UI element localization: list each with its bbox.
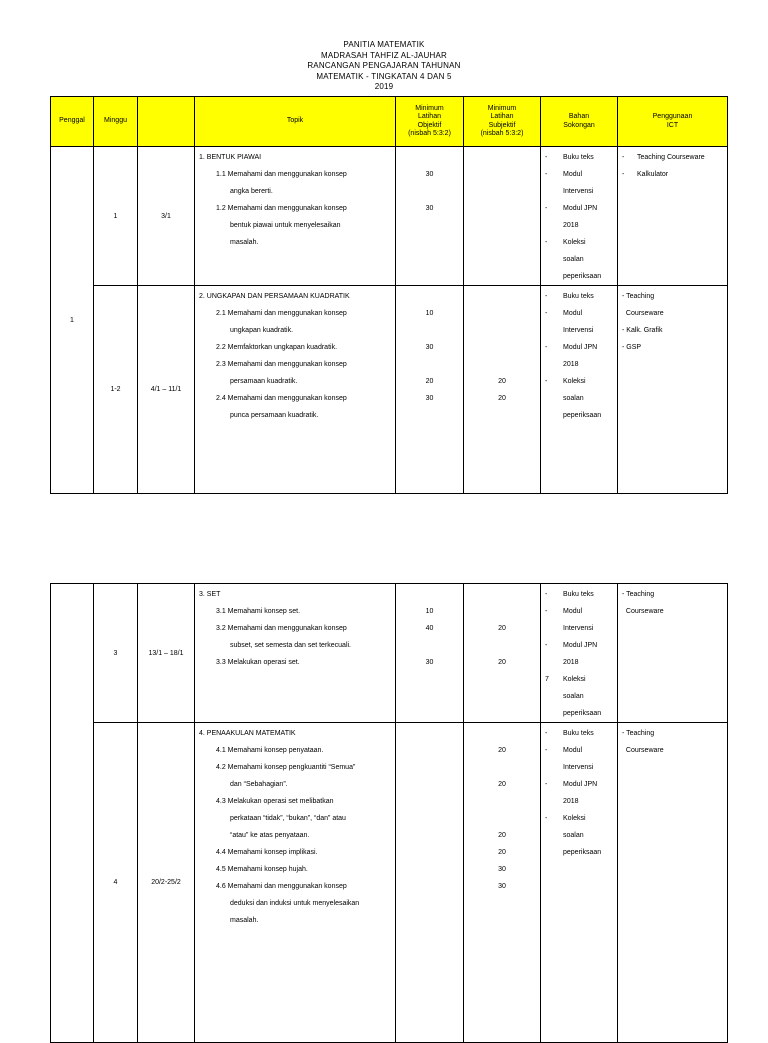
subjektif-cell [464, 584, 541, 723]
bahan-item [545, 654, 615, 671]
topic-line: punca persamaan kuadratik. [230, 412, 319, 419]
topic-title: 3. SET [199, 591, 221, 598]
subjektif-value [464, 603, 540, 620]
subjektif-value: 20 [498, 849, 506, 856]
objektif-value [396, 793, 463, 810]
col-tarikh [138, 97, 195, 147]
bullet-dash: - [545, 815, 548, 822]
bahan-text: Koleksi [563, 815, 586, 822]
subjektif-value [464, 895, 540, 912]
bullet-dash: - [545, 205, 548, 212]
ict-item [622, 149, 725, 166]
bahan-item [545, 620, 615, 637]
bahan-item [545, 288, 615, 305]
bahan-text: 2018 [563, 798, 579, 805]
table-row [51, 723, 728, 1043]
bahan-text: Buku teks [563, 154, 594, 161]
plan-table-page1 [50, 96, 728, 494]
bullet-dash: - [545, 154, 548, 161]
objektif-value [396, 810, 463, 827]
objektif-value: 30 [425, 395, 434, 402]
tarikh-cell: 4/1 – 11/1 [138, 286, 195, 494]
bullet-dash: - [545, 608, 548, 615]
bullet-dash: - [545, 171, 548, 178]
objektif-value [396, 759, 463, 776]
minggu-cell: 1 [94, 147, 138, 286]
bahan-item [545, 603, 615, 620]
bullet-dash: - [545, 344, 548, 351]
bahan-text: 2018 [563, 659, 579, 666]
bahan-item [545, 268, 615, 285]
subjektif-value [464, 793, 540, 810]
topic-title: 4. PENAAKULAN MATEMATIK [199, 730, 296, 737]
topic-title: 1. BENTUK PIAWAI [199, 154, 262, 161]
topic-line: 4.4 Memahami konsep implikasi. [216, 849, 318, 856]
bahan-text: Intervensi [563, 188, 594, 195]
objektif-value: 10 [425, 310, 434, 317]
ict-text: Courseware [622, 310, 664, 317]
bahan-text: peperiksaan [563, 710, 602, 717]
minggu-cell: 1-2 [94, 286, 138, 494]
subjektif-value [464, 339, 540, 356]
topic-line: perkataan “tidak”, “bukan”, “dan” atau [230, 815, 346, 822]
ict-item [622, 603, 725, 620]
topic-line: persamaan kuadratik. [230, 378, 298, 385]
bahan-text: Modul [563, 608, 583, 615]
topic-line: 1.2 Memahami dan menggunakan konsep [216, 205, 347, 212]
bullet-dash: - [622, 171, 625, 178]
bahan-item [545, 149, 615, 166]
objektif-value [396, 234, 463, 251]
header-subject: MATEMATIK - TINGKATAN 4 DAN 5 [316, 71, 452, 81]
bullet-dash: - [545, 747, 548, 754]
topic-line: ungkapan kuadratik. [230, 327, 294, 334]
subjektif-cell [464, 286, 541, 494]
table-row [51, 584, 728, 723]
topic-line: dan “Sebahagian”. [230, 781, 288, 788]
objektif-value: 30 [425, 659, 434, 666]
subjektif-value: 30 [498, 866, 506, 873]
bahan-item [545, 793, 615, 810]
col-minggu: Minggu [94, 97, 138, 147]
ict-text: Courseware [622, 608, 664, 615]
subjektif-value: 20 [498, 659, 506, 666]
topic-line: 3.1 Memahami konsep set. [216, 608, 301, 615]
tarikh-cell: 13/1 – 18/1 [138, 584, 195, 723]
bahan-text: peperiksaan [563, 273, 602, 280]
topic-line: masalah. [230, 917, 259, 924]
topic-line: 4.3 Melakukan operasi set melibatkan [216, 798, 334, 805]
bahan-item [545, 827, 615, 844]
bahan-item [545, 742, 615, 759]
ict-item [622, 725, 725, 742]
plan-table-page2 [50, 583, 728, 1043]
bahan-text: 2018 [563, 222, 579, 229]
topic-line: angka bererti. [230, 188, 273, 195]
header-year: 2019 [374, 82, 394, 91]
col-ict: Penggunaan ICT [618, 97, 728, 147]
bahan-item [545, 759, 615, 776]
bahan-item [545, 234, 615, 251]
bahan-text: Modul JPN [563, 344, 598, 351]
objektif-value: 30 [425, 344, 434, 351]
bullet-dash: - [545, 591, 548, 598]
bahan-text: soalan [563, 693, 584, 700]
objektif-value [396, 895, 463, 912]
subjektif-value [464, 912, 540, 929]
objektif-cell [396, 723, 464, 1043]
tarikh-cell: 20/2-25/2 [138, 723, 195, 1043]
topic-line: 1.1 Memahami dan menggunakan konsep [216, 171, 347, 178]
bahan-text: soalan [563, 395, 584, 402]
bahan-item [545, 217, 615, 234]
bullet-dash: - [545, 239, 548, 246]
topik-cell [195, 584, 396, 723]
ict-item [622, 339, 725, 356]
bahan-text: Intervensi [563, 764, 594, 771]
document-header [0, 40, 768, 93]
bahan-cell [541, 286, 618, 494]
topik-cell [195, 147, 396, 286]
col-penggal: Penggal [51, 97, 94, 147]
bahan-item [545, 586, 615, 603]
ict-text: Kalkulator [637, 171, 669, 178]
objektif-spacer [396, 288, 463, 305]
bahan-cell [541, 723, 618, 1043]
topic-line: 4.1 Memahami konsep penyataan. [216, 747, 324, 754]
ict-text: - Teaching [622, 730, 655, 737]
bahan-text: peperiksaan [563, 412, 602, 419]
subjektif-value [464, 200, 540, 217]
topic-line: 4.5 Memahami konsep hujah. [216, 866, 308, 873]
topic-title: 2. UNGKAPAN DAN PERSAMAAN KUADRATIK [199, 293, 350, 300]
subjektif-value [464, 217, 540, 234]
objektif-value [396, 183, 463, 200]
objektif-value [396, 878, 463, 895]
objektif-spacer [396, 725, 463, 742]
penggal-cell [51, 584, 94, 1043]
bahan-item [545, 390, 615, 407]
subjektif-value: 20 [498, 378, 506, 385]
bahan-item [545, 688, 615, 705]
topic-line: 4.2 Memahami konsep pengkuantiti “Semua” [216, 764, 356, 771]
ict-cell [618, 147, 728, 286]
bahan-item [545, 322, 615, 339]
objektif-value: 40 [425, 625, 434, 632]
bahan-text: Intervensi [563, 327, 594, 334]
bahan-item [545, 637, 615, 654]
col-objektif: Minimum Latihan Objektif (nisbah 5:3:2) [396, 97, 464, 147]
bahan-cell [541, 147, 618, 286]
ict-item [622, 322, 725, 339]
objektif-value [396, 742, 463, 759]
topic-line: masalah. [230, 239, 259, 246]
ict-text: - Teaching [622, 591, 655, 598]
topik-cell [195, 723, 396, 1043]
bahan-item [545, 183, 615, 200]
topic-line: “atau” ke atas penyataan. [230, 832, 310, 839]
ict-text: Teaching Courseware [637, 154, 705, 161]
topic-line: deduksi dan induksi untuk menyelesaikan [230, 900, 360, 907]
bahan-text: Buku teks [563, 730, 594, 737]
objektif-value [396, 407, 463, 424]
objektif-value [396, 912, 463, 929]
header-panitia: PANITIA MATEMATIK [343, 40, 425, 49]
bullet-dash: - [545, 781, 548, 788]
bahan-text: peperiksaan [563, 849, 602, 856]
topic-line: 2.3 Memahami dan menggunakan konsep [216, 361, 347, 368]
bullet-dash: - [545, 730, 548, 737]
topic-line: bentuk piawai untuk menyelesaikan [230, 222, 341, 229]
subjektif-spacer [464, 149, 540, 166]
table-row [51, 286, 728, 494]
bahan-item [545, 373, 615, 390]
bahan-item [545, 200, 615, 217]
bahan-item [545, 339, 615, 356]
subjektif-value: 20 [498, 832, 506, 839]
col-subjektif: Minimum Latihan Subjektif (nisbah 5:3:2) [464, 97, 541, 147]
subjektif-spacer [464, 725, 540, 742]
bullet-dash: - [545, 293, 548, 300]
subjektif-value: 20 [498, 747, 506, 754]
ict-text: Courseware [622, 747, 664, 754]
objektif-value [396, 356, 463, 373]
bahan-text: Intervensi [563, 625, 594, 632]
ict-item [622, 305, 725, 322]
subjektif-cell [464, 723, 541, 1043]
ict-cell [618, 723, 728, 1043]
bahan-item [545, 776, 615, 793]
subjektif-value [464, 356, 540, 373]
bahan-text: Modul [563, 747, 583, 754]
subjektif-value: 20 [498, 395, 506, 402]
bahan-text: 2018 [563, 361, 579, 368]
objektif-value: 30 [425, 171, 434, 178]
bahan-text: Koleksi [563, 239, 586, 246]
ict-text: - Kalk. Grafik [622, 327, 663, 334]
bahan-cell [541, 584, 618, 723]
bullet-dash: - [545, 310, 548, 317]
bahan-text: Buku teks [563, 293, 594, 300]
subjektif-value: 30 [498, 883, 506, 890]
subjektif-value [464, 183, 540, 200]
bahan-item [545, 844, 615, 861]
bahan-item [545, 810, 615, 827]
bahan-text: Modul JPN [563, 205, 598, 212]
objektif-value [396, 861, 463, 878]
bullet-dash: - [622, 154, 625, 161]
bahan-item [545, 166, 615, 183]
subjektif-spacer [464, 288, 540, 305]
objektif-spacer [396, 586, 463, 603]
objektif-value: 30 [425, 205, 434, 212]
table-header-row [51, 97, 728, 147]
col-topik: Topik [195, 97, 396, 147]
subjektif-value [464, 759, 540, 776]
subjektif-value [464, 234, 540, 251]
objektif-value [396, 776, 463, 793]
bahan-item [545, 407, 615, 424]
objektif-cell [396, 147, 464, 286]
topic-line: 3.3 Melakukan operasi set. [216, 659, 300, 666]
bahan-item [545, 251, 615, 268]
ict-cell [618, 584, 728, 723]
subjektif-value [464, 305, 540, 322]
bullet-dash: - [545, 378, 548, 385]
objektif-value [396, 322, 463, 339]
ict-text: - GSP [622, 344, 642, 351]
table-row [51, 147, 728, 286]
bahan-text: Modul [563, 310, 583, 317]
topic-line: 2.2 Memfaktorkan ungkapan kuadratik. [216, 344, 338, 351]
objektif-value [396, 217, 463, 234]
bahan-text: Buku teks [563, 591, 594, 598]
topic-line: 3.2 Memahami dan menggunakan konsep [216, 625, 347, 632]
bahan-item [545, 356, 615, 373]
objektif-value [396, 637, 463, 654]
subjektif-value [464, 810, 540, 827]
ict-item [622, 288, 725, 305]
tarikh-cell: 3/1 [138, 147, 195, 286]
topic-line: 2.1 Memahami dan menggunakan konsep [216, 310, 347, 317]
header-school: MADRASAH TAHFIZ AL-JAUHAR [320, 50, 448, 60]
bahan-text: soalan [563, 832, 584, 839]
ict-item [622, 166, 725, 183]
topic-line: 2.4 Memahami dan menggunakan konsep [216, 395, 347, 402]
bahan-item [545, 725, 615, 742]
ict-item [622, 586, 725, 603]
bahan-item [545, 671, 615, 688]
subjektif-value: 20 [498, 625, 506, 632]
bahan-item [545, 705, 615, 722]
topic-line: subset, set semesta dan set terkecuali. [230, 642, 352, 649]
objektif-value [396, 827, 463, 844]
bahan-text: soalan [563, 256, 584, 263]
ict-item [622, 742, 725, 759]
topik-cell [195, 286, 396, 494]
objektif-value [396, 844, 463, 861]
col-bahan: Bahan Sokongan [541, 97, 618, 147]
bahan-text: Modul JPN [563, 642, 598, 649]
bahan-text: Modul [563, 171, 583, 178]
objektif-cell [396, 286, 464, 494]
header-plan-title: RANCANGAN PENGAJARAN TAHUNAN [307, 61, 461, 70]
ict-text: - Teaching [622, 293, 655, 300]
objektif-cell [396, 584, 464, 723]
bullet-dash: - [545, 642, 548, 649]
bahan-item [545, 305, 615, 322]
topic-line: 4.6 Memahami dan menggunakan konsep [216, 883, 347, 890]
bahan-text: Modul JPN [563, 781, 598, 788]
subjektif-value [464, 322, 540, 339]
subjektif-value [464, 166, 540, 183]
subjektif-value: 20 [498, 781, 506, 788]
subjektif-spacer [464, 586, 540, 603]
objektif-value: 20 [425, 378, 434, 385]
objektif-value: 10 [425, 608, 434, 615]
ict-cell [618, 286, 728, 494]
subjektif-value [464, 637, 540, 654]
bahan-text: Koleksi [563, 676, 586, 683]
bahan-text: Koleksi [563, 378, 586, 385]
subjektif-value [464, 407, 540, 424]
penggal-cell: 1 [51, 147, 94, 494]
bullet-dash: 7 [545, 676, 549, 683]
subjektif-cell [464, 147, 541, 286]
minggu-cell: 3 [94, 584, 138, 723]
objektif-spacer [396, 149, 463, 166]
minggu-cell: 4 [94, 723, 138, 1043]
